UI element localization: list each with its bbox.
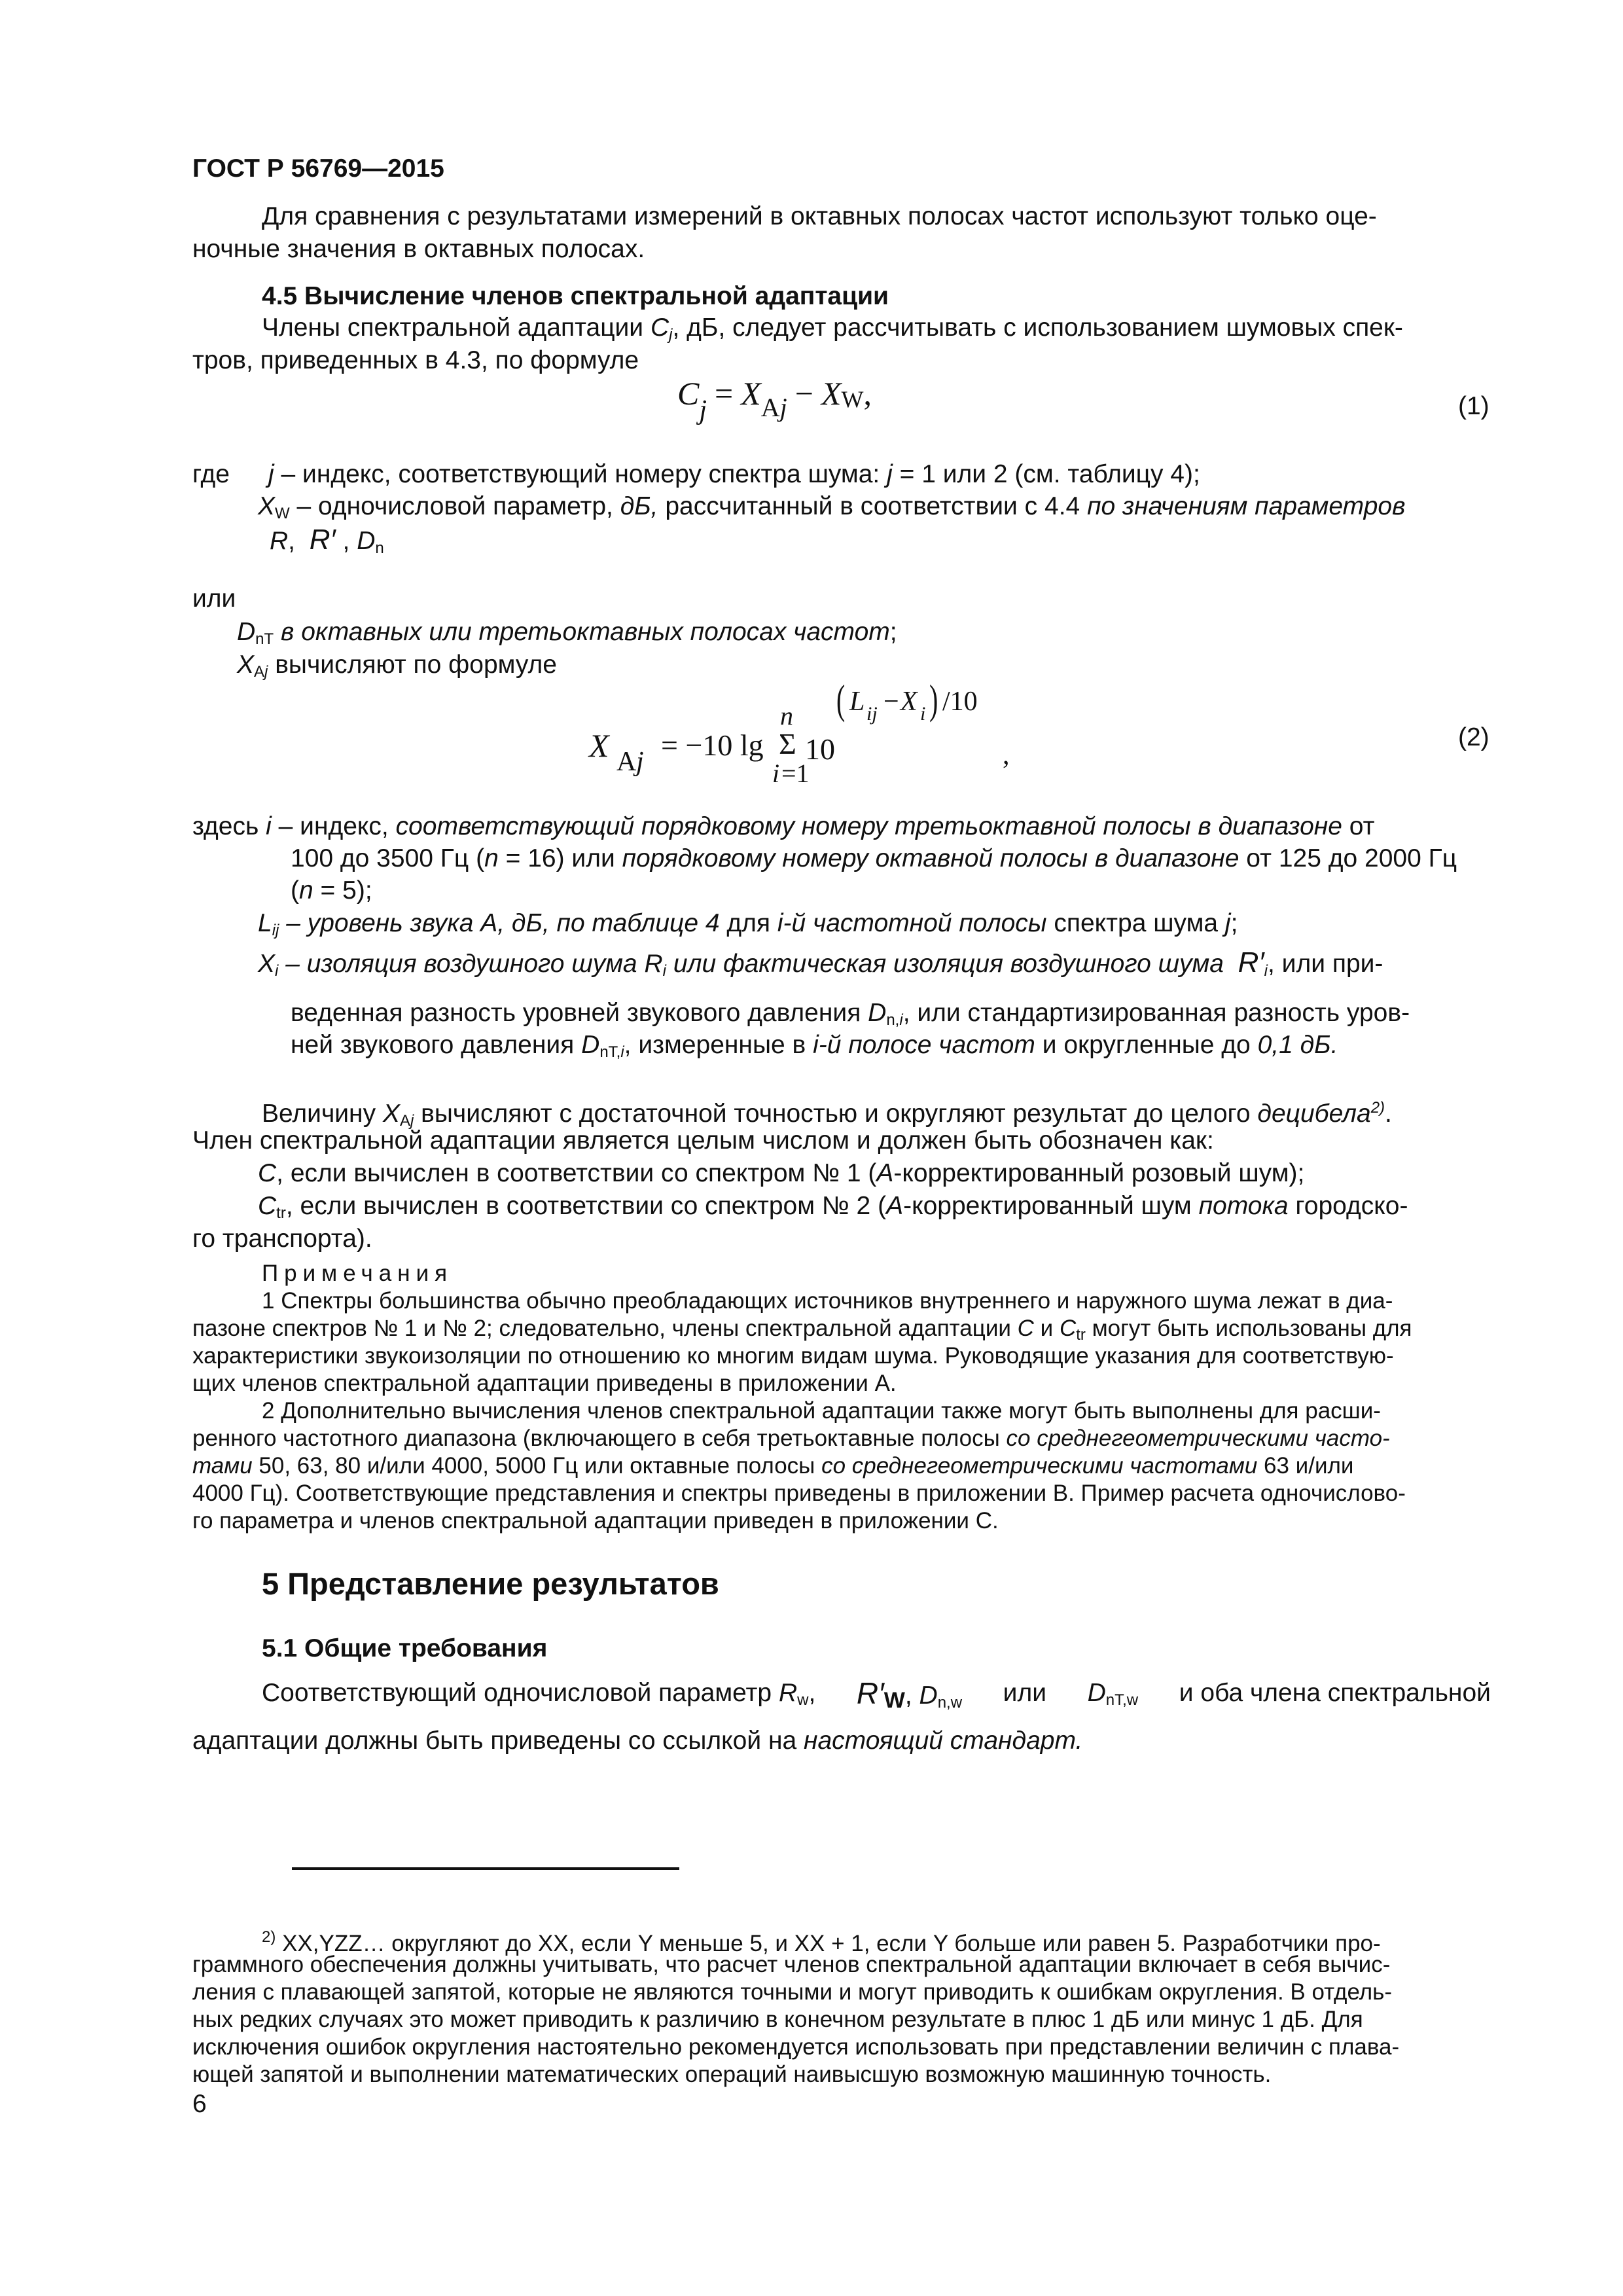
- formula-1: $C_j = X_{Aj}$ − XW,: [677, 375, 872, 425]
- note-2-line-3: тами 50, 63, 80 и/или 4000, 5000 Гц или октавные полосы со среднегеометрическими частотами 63 и/или: [192, 1453, 1354, 1479]
- xw-parameters: R, R′ , $D_n$: [270, 524, 384, 557]
- i-definition-line-3: (n = 5);: [291, 876, 372, 905]
- note-2-line-4: 4000 Гц). Соответствующие представления и спектры приведены в приложении В. Пример расчета одночислово-: [192, 1480, 1406, 1506]
- footnote-line-4: ных редких случаях это может приводить к различию в конечном результате в плюс 1 дБ или минус 1 дБ. Для: [192, 2007, 1363, 2032]
- note-2-line-2: ренного частотного диапазона (включающего в себя третьоктавные полосы со среднегеометрическими часто-: [192, 1426, 1390, 1451]
- note-2-line-5: го параметра и членов спектральной адаптации приведен в приложении С.: [192, 1508, 999, 1534]
- page-number: 6: [192, 2090, 207, 2118]
- i-definition-line-2: 100 до 3500 Гц (n = 16) или порядковому номеру октавной полосы в диапазоне от 125 до 2000 Гц: [291, 844, 1457, 872]
- s45-line-2: тров, приведенных в 4.3, по формуле: [192, 346, 639, 374]
- i-definition-line-1: здесь i – индекс, соответствующий порядковому номеру третьоктавной полосы в диапазоне от: [192, 812, 1375, 840]
- footnote-line-1: $^{2)}$ XX,YZZ… округляют до XX, если Y меньше 5, и XX + 1, если Y больше или равен 5. Разработчики про-: [262, 1928, 1381, 1956]
- footnote-line-6: ющей запятой и выполнении математических операций наивысшую возможную машинную точность.: [192, 2062, 1272, 2087]
- c-definition: C, если вычислен в соответствии со спектром № 1 (A-корректированный розовый шум);: [258, 1159, 1305, 1187]
- footnote-line-3: ления с плавающей запятой, которые не являются точными и могут приводить к ошибкам округления. В отдель-: [192, 1979, 1393, 2005]
- document-code: ГОСТ Р 56769—2015: [192, 154, 444, 183]
- section-5-heading: 5 Представление результатов: [262, 1566, 719, 1601]
- s5-line-2: адаптации должны быть приведены со ссылкой на настоящий стандарт.: [192, 1727, 1083, 1755]
- dnt-line: $D_{nT}$ в октавных или третьоктавных полосах частот;: [237, 618, 897, 648]
- xi-definition-line-3: ней звукового давления $D_{nT,i}$, измеренные в i-й полосе частот и округленные до 0,1 дБ.: [291, 1031, 1338, 1061]
- intro-line-1: Для сравнения с результатами измерений в октавных полосах частот используют только оце-: [262, 202, 1377, 230]
- intro-line-2: ночные значения в октавных полосах.: [192, 235, 645, 263]
- where-label: где: [192, 460, 230, 488]
- note-1-line-3: характеристики звукоизоляции по отношению ко многим видам шума. Руководящие указания для соответствую-: [192, 1343, 1394, 1369]
- formula-2: X A j = −10 lg n Σ i =1 10 ( L ij − X i ) /10 ,: [589, 675, 1010, 788]
- j-definition: j – индекс, соответствующий номеру спектра шума: j = 1 или 2 (см. таблицу 4);: [268, 460, 1200, 488]
- lij-definition: $L_{ij}$ – уровень звука А, дБ, по таблице 4 для i-й частотной полосы спектра шума j;: [258, 909, 1238, 939]
- section-5-1-heading: 5.1 Общие требования: [262, 1634, 548, 1662]
- or-label: или: [192, 584, 236, 613]
- xw-definition: $X_W$ – одночисловой параметр, дБ, рассчитанный в соответствии с 4.4 по значениям параметров: [258, 492, 1406, 522]
- notes-title: Примечания: [262, 1261, 454, 1286]
- formula-2-number: (2): [1458, 723, 1489, 751]
- section-4-5-heading: 4.5 Вычисление членов спектральной адаптации: [262, 282, 889, 310]
- value-line-2: Член спектральной адаптации является целым числом и должен быть обозначен как:: [192, 1126, 1214, 1155]
- note-1-line-1: 1 Спектры большинства обычно преобладающих источников внутреннего и наружного шума лежат в диа-: [262, 1288, 1393, 1314]
- s45-line-1: Члены спектральной адаптации $C_j$, дБ, следует рассчитывать с использованием шумовых спек-: [262, 314, 1403, 344]
- footnote-separator: [292, 1867, 679, 1870]
- note-1-line-2: пазоне спектров № 1 и № 2; следовательно, члены спектральной адаптации C и $C_{tr}$ могут быть использованы для: [192, 1316, 1412, 1344]
- value-line-1: Величину $X_{Aj}$ вычисляют с достаточной точностью и округляют результат до целого децибела$^{2)}$.: [262, 1099, 1392, 1130]
- xi-definition-line-2: веденная разность уровней звукового давления $D_{n,i}$, или стандартизированная разность уров-: [291, 999, 1410, 1029]
- s5-line-1: Соответствующий одночисловой параметр $R_w$, R′W, $D_{n,w}$ или $D_{nT,w}$ и оба члена спектральной: [262, 1676, 1491, 1713]
- note-1-line-4: щих членов спектральной адаптации приведены в приложении А.: [192, 1371, 897, 1396]
- xaj-line: $X_{Aj}$ вычисляют по формуле: [237, 651, 557, 681]
- footnote-line-5: исключения ошибок округления настоятельно рекомендуется использовать при представлении величин с плава-: [192, 2034, 1400, 2060]
- footnote-line-2: граммного обеспечения должны учитывать, что расчет членов спектральной адаптации включает в себя вычис-: [192, 1952, 1391, 1977]
- formula-1-number: (1): [1458, 392, 1489, 420]
- ctr-definition-line-2: го транспорта).: [192, 1225, 372, 1253]
- ctr-definition-line-1: $C_{tr}$, если вычислен в соответствии со спектром № 2 (A-корректированный шум потока городско-: [258, 1192, 1408, 1222]
- xi-definition-line-1: $X_i$ – изоляция воздушного шума $R_i$ или фактическая изоляция воздушного шума $R'_i$, или при-: [258, 946, 1383, 980]
- note-2-line-1: 2 Дополнительно вычисления членов спектральной адаптации также могут быть выполнены для расши-: [262, 1398, 1381, 1424]
